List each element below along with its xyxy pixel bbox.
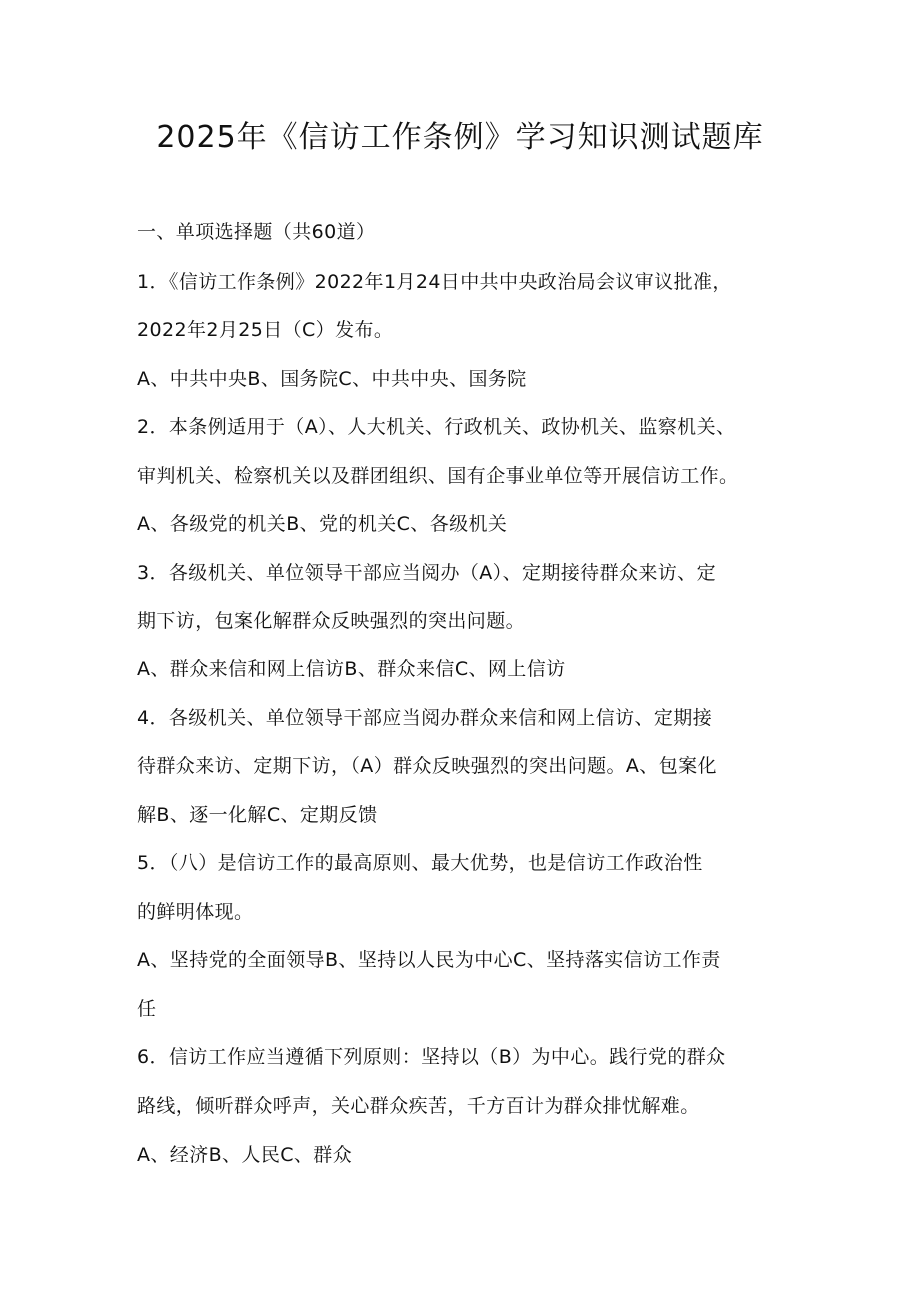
section-heading: 一、单项选择题（共60道） (137, 221, 376, 243)
text-line: 5．（八）是信访工作的最高原则、最大优势，也是信访工作政治性 (137, 852, 703, 874)
text-line: A、群众来信和网上信访B、群众来信C、网上信访 (137, 658, 566, 680)
text-line: A、中共中央B、国务院C、中共中央、国务院 (137, 368, 527, 390)
text-line: 期下访，包案化解群众反映强烈的突出问题。 (137, 610, 526, 632)
text-line: A、经济B、人民C、群众 (137, 1144, 353, 1166)
text-line: 审判机关、检察机关以及群团组织、国有企事业单位等开展信访工作。 (137, 465, 739, 487)
text-line: 2．本条例适用于（A）、人大机关、行政机关、政协机关、监察机关、 (137, 416, 736, 438)
text-line: 路线，倾听群众呼声，关心群众疾苦，千方百计为群众排忧解难。 (137, 1095, 700, 1117)
text-line: 解B、逐一化解C、定期反馈 (137, 804, 378, 826)
text-line: 任 (137, 998, 157, 1020)
text-line: 的鲜明体现。 (137, 901, 254, 923)
text-line: 1．《信访工作条例》2022年1月24日中共中央政治局会议审议批准， (137, 271, 732, 293)
text-line: 2022年2月25日（C）发布。 (137, 319, 394, 341)
document-title: 2025年《信访工作条例》学习知识测试题库 (156, 120, 764, 155)
text-line: 待群众来访、定期下访，（A）群众反映强烈的突出问题。A、包案化 (137, 755, 717, 777)
text-line: A、各级党的机关B、党的机关C、各级机关 (137, 513, 508, 535)
text-line: 6．信访工作应当遵循下列原则：坚持以（B）为中心。践行党的群众 (137, 1046, 726, 1068)
text-line: 4．各级机关、单位领导干部应当阅办群众来信和网上信访、定期接 (137, 707, 713, 729)
text-line: 3．各级机关、单位领导干部应当阅办（A）、定期接待群众来访、定 (137, 562, 716, 584)
text-line: A、坚持党的全面领导B、坚持以人民为中心C、坚持落实信访工作责 (137, 949, 721, 971)
